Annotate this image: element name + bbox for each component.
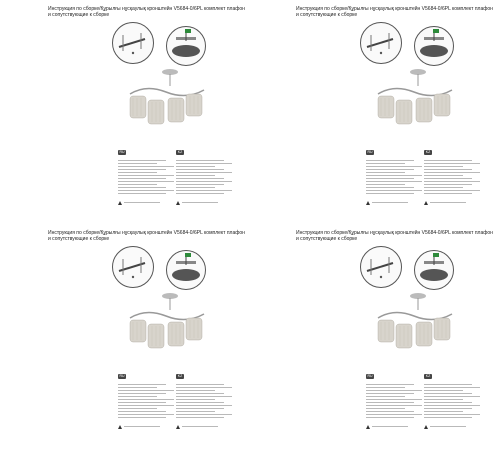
- warning-note: [366, 424, 408, 429]
- canopy-detail-diagram: [414, 250, 454, 290]
- warning-note: [118, 424, 160, 429]
- canopy-icon: [167, 251, 205, 289]
- warning-triangle-icon: [118, 201, 122, 205]
- warning-triangle-icon: [176, 201, 180, 205]
- language-badge-kz: KZ: [177, 374, 183, 378]
- canopy-icon: [415, 27, 453, 65]
- warning-note: [176, 200, 218, 205]
- canopy-icon: [415, 251, 453, 289]
- instruction-heading: Инструкция по сборке/Құрылғы нұсқаулық кронштейн V5684-0/6PL комплект плафон и сопутствующие к сборке: [48, 230, 245, 242]
- mounting-bracket-icon: [361, 247, 401, 287]
- canopy-detail-diagram: [414, 26, 454, 66]
- bracket-detail-diagram: [112, 246, 154, 288]
- russian-instructions: [366, 140, 422, 196]
- kazakh-instructions: [176, 140, 232, 196]
- chandelier-icon: [126, 288, 206, 358]
- language-badge-ru: RU: [119, 150, 125, 154]
- instruction-heading: Инструкция по сборке/Құрылғы нұсқаулық кронштейн V5684-0/6PL комплект плафон и сопутствующие к сборке: [48, 6, 245, 18]
- chandelier-icon: [126, 64, 206, 134]
- chandelier-icon: [374, 288, 454, 358]
- mounting-bracket-icon: [113, 23, 153, 63]
- language-badge-kz: KZ: [425, 374, 431, 378]
- warning-triangle-icon: [366, 425, 370, 429]
- canopy-detail-diagram: [166, 250, 206, 290]
- kazakh-instructions: [424, 364, 480, 420]
- mounting-bracket-icon: [361, 23, 401, 63]
- warning-note: [366, 200, 408, 205]
- kazakh-instructions: [176, 364, 232, 420]
- russian-instructions: [118, 140, 174, 196]
- instruction-heading: Инструкция по сборке/Құрылғы нұсқаулық кронштейн V5684-0/6PL комплект плафон и сопутствующие к сборке: [296, 230, 493, 242]
- chandelier-icon: [374, 64, 454, 134]
- language-badge-ru: RU: [367, 374, 373, 378]
- bracket-detail-diagram: [112, 22, 154, 64]
- canopy-icon: [167, 27, 205, 65]
- warning-note: [118, 200, 160, 205]
- language-badge-kz: KZ: [425, 150, 431, 154]
- warning-triangle-icon: [118, 425, 122, 429]
- warning-triangle-icon: [176, 425, 180, 429]
- warning-note: [424, 200, 466, 205]
- mounting-bracket-icon: [113, 247, 153, 287]
- instruction-panel: [8, 6, 248, 221]
- instruction-heading: Инструкция по сборке/Құрылғы нұсқаулық кронштейн V5684-0/6PL комплект плафон и сопутствующие к сборке: [296, 6, 493, 18]
- kazakh-instructions: [424, 140, 480, 196]
- russian-instructions: [118, 364, 174, 420]
- bracket-detail-diagram: [360, 22, 402, 64]
- language-badge-ru: RU: [119, 374, 125, 378]
- warning-note: [424, 424, 466, 429]
- instruction-panel: [256, 6, 496, 221]
- warning-triangle-icon: [424, 201, 428, 205]
- language-badge-kz: KZ: [177, 150, 183, 154]
- warning-triangle-icon: [366, 201, 370, 205]
- canopy-detail-diagram: [166, 26, 206, 66]
- warning-note: [176, 424, 218, 429]
- language-badge-ru: RU: [367, 150, 373, 154]
- bracket-detail-diagram: [360, 246, 402, 288]
- warning-triangle-icon: [424, 425, 428, 429]
- russian-instructions: [366, 364, 422, 420]
- instruction-panel: [256, 230, 496, 445]
- instruction-panel: [8, 230, 248, 445]
